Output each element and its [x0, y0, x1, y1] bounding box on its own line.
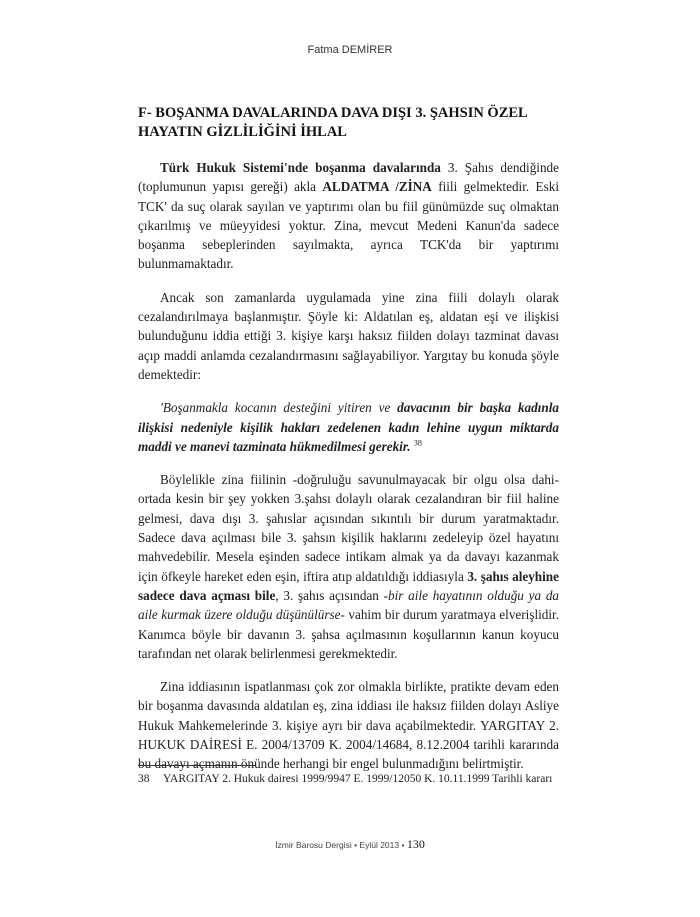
paragraph-text: , 3. şahıs açısından — [275, 587, 384, 603]
paragraph-2: Ancak son zamanlarda uygulamada yine zina fiili dolaylı olarak cezalandırılmaya başlanmıştır. Şöyle ki: Aldatılan eş, aldatan eşi ve ilişkisi bulunduğunu iddia ettiği 3. kişiye karşı haksız fiilden dolayı tazminat davası açıp maddi anlamda cezalandırmasını sağlayabiliyor. Yargıtay bu konuda şöyle demektedir: — [138, 289, 559, 382]
running-head: Fatma DEMİRER — [307, 44, 393, 56]
bold-phrase: ALDATMA /ZİNA — [322, 179, 432, 195]
bold-phrase: 3. şahıs aleyhine sadece dava açması bile — [138, 568, 559, 603]
quote-italic: 'Boşanmakla kocanın desteğini yitiren ve — [160, 400, 398, 416]
section-title: F- BOŞANMA DAVALARINDA DAVA DIŞI 3. ŞAHSIN ÖZEL HAYATIN GİZLİLİĞİNİ İHLAL — [138, 105, 527, 140]
paragraph-4: Zina iddiasının ispatlanması çok zor olmakla birlikte, pratikte devam eden bir boşanma davasında aldatılan eş, zina iddiası ile haksız fiilden dolayı Asliye Hukuk Mahkemelerinde 3. kişiye ayrı bir dava açabilmektedir. YARGITAY 2. HUKUK DAİRESİ E. 2004/13709 K. 2004/14684, 8.12.2004 tarihli kararında bu davayı açmanın önünde herhangi bir engel bulunmadığını belirtmiştir. — [138, 679, 559, 772]
footnote — [138, 772, 559, 787]
paragraph-3 — [138, 470, 559, 663]
page-footer — [0, 837, 700, 852]
paragraph-text: vahim bir durum yaratmaya elverişlidir. Kanımca böyle bir davanın 3. şahsa açılmasının koşullarının kanun koyucu tarafından net olarak belirlenmesi gerekmektedir. — [138, 607, 559, 661]
bold-phrase: Türk Hukuk Sistemi'nde boşanma davalarında — [160, 160, 441, 175]
italic-phrase: -bir aile hayatının olduğu ya da aile kurmak üzere olduğu düşünülürse- — [138, 587, 560, 623]
main-content — [138, 104, 559, 788]
footnote-number: 38 — [138, 773, 150, 785]
footnote-text: YARGITAY 2. Hukuk dairesi 1999/9947 E. 1999/12050 K. 10.11.1999 Tarihli kararı — [163, 773, 553, 785]
footnote-ref: 38 — [413, 438, 422, 448]
page-number: 130 — [406, 837, 425, 851]
quote-bold-italic: davacının bir başka kadınla ilişkisi nedeniyle kişilik hakları zedelenen kadın lehine uygun miktarda maddi ve manevi tazminata hükmedilmesi gerekir. — [138, 400, 560, 454]
paragraph-text: 3. Şahıs dendiğinde (toplumunun yapısı gereği) akla — [138, 160, 559, 195]
court-quote — [138, 398, 559, 456]
paragraph-1 — [138, 158, 559, 274]
journal-name: İzmir Barosu Dergisi • Eylül 2013 • — [275, 840, 405, 850]
paragraph-text: Böylelikle zina fiilinin -doğruluğu savunulmayacak bir olgu olsa dahi- ortada kesin bir şey yokken 3.şahsı dolaylı olarak cezalandıran bir fiil haline gelmesi, dava dışı 3. şahıslar açısından sıkıntılı bir durum yaratmaktadır. Sadece dava açılması bile 3. şahsın kişilik haklarını zedeleyip özel hayatını mahvedebilir. Mesela eşinden sadece intikam almak ya da davayı kazanmak için öfkeyle hareket eden eşin, iftira atıp aldatıldığı iddiasıyla — [138, 472, 559, 584]
paragraph-text: fiili gelmektedir. Eski TCK' da suç olarak sayılan ve yaptırımı olan bu fiil günümüzde suç olmaktan çıkarılmış ve müeyyidesi yoktur. Zina, mevcut Medeni Kanun'da sadece boşanma sebeplerinden sayılmakta, ayrıca TCK'da bir yaptırımı bulunmamaktadır. — [138, 179, 559, 272]
footnote-divider — [138, 765, 256, 766]
